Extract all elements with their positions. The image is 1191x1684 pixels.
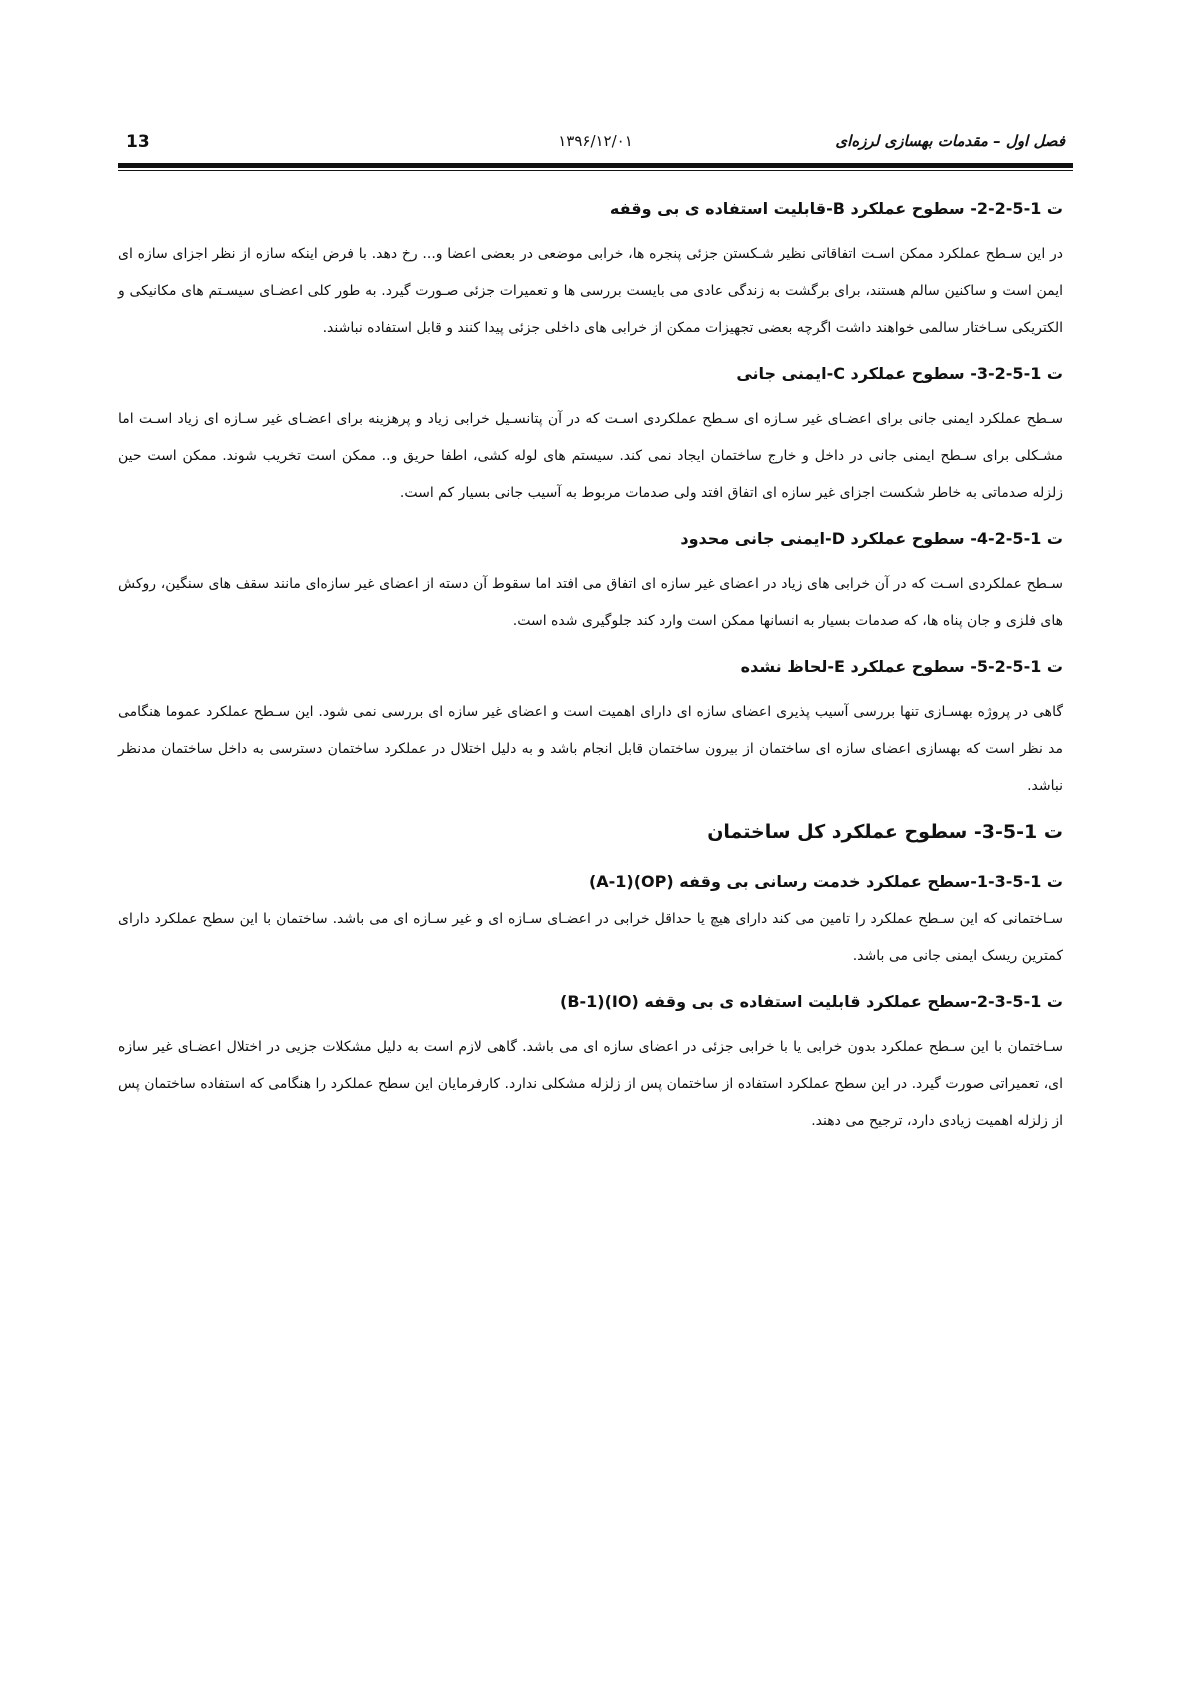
- section-paragraph: سـطح عملکرد ایمنی جانی برای اعضـای غیر سـازه ای سـطح عملکردی اسـت که در آن پتانسـیل خرابی زیاد و پرهزینه برای اعضـای غیر سـازه ای زیاد اسـت اما مشـکلی برای سـطح ایمنی جانی در داخل و خارج ساختمان ایجاد نمی کند. سیستم های لوله کشی، اطفا حریق و.. ممکن است تخریب شوند. ممکن است حین زلزله صدماتی به خاطر شکست اجزای غیر سازه ای اتفاق افتد ولی صدمات مربوط به آسیب جانی بسیار کم است.: [118, 411, 1063, 501]
- page-header: [118, 128, 1073, 162]
- section-heading: ت 1-5-2-2- سطوح عملکرد B-قابلیت استفاده ی بی وقفه: [609, 199, 1063, 218]
- section-level-op: [118, 867, 1063, 975]
- section-paragraph: در این سـطح عملکرد ممکن اسـت اتفاقاتی نظیر شـکستن جزئی پنجره ها، خرابی موضعی در بعضی اعضا و... رخ دهد. با فرض اینکه سازه از نظر اجزای سازه ای ایمن است و ساکنین سالم هستند، برای برگشت به زندگی عادی می بایست بررسی ها و تعمیرات جزئی صـورت گیرد. به طور کلی اعضـای سیسـتم های مکانیکی و الکتریکی سـاختار سالمی خواهند داشت اگرچه بعضی تجهیزات ممکن از خرابی های داخلی جزئی پیدا کنند و قابل استفاده نباشند.: [118, 246, 1063, 336]
- header-date: ۱۳۹۶/۱۲/۰۱: [558, 132, 633, 150]
- section-heading: ت 1-5-2-4- سطوح عملکرد D-ایمنی جانی محدود: [680, 529, 1063, 548]
- major-section-heading: ت 1-5-3- سطوح عملکرد کل ساختمان: [707, 821, 1063, 843]
- section-heading: ت 1-5-3-1-سطح عملکرد خدمت رسانی بی وقفه (OP)(A-1): [588, 872, 1063, 891]
- section-paragraph: گاهی در پروژه بهسـازی تنها بررسی آسیب پذیری اعضای سازه ای دارای اهمیت است و اعضای غیر سازه ای بررسی نمی شود. این سـطح عملکرد عموما هنگامی مد نظر است که بهسازی اعضای سازه ای ساختمان از بیرون ساختمان قابل انجام باشد و به دلیل اختلال در عملکرد ساختمان دسترسی به داخل ساختمان مدنظر نباشد.: [118, 704, 1063, 794]
- section-heading: ت 1-5-2-3- سطوح عملکرد C-ایمنی جانی: [736, 364, 1063, 383]
- page-number: 13: [126, 132, 150, 152]
- page-content: [118, 186, 1063, 1152]
- section-paragraph: سـاختمان با این سـطح عملکرد بدون خرابی یا با خرابی جزئی در اعضای سازه ای می باشد. گاهی لازم است به دلیل مشکلات جزیی در اختلال اعضـای غیر سازه ای، تعمیراتی صورت گیرد. در این سطح عملکرد استفاده از ساختمان پس از زلزله مشکلی ندارد. کارفرمایان این سطح عملکرد را هنگامی که استفاده ساختمان پس از زلزله اهمیت زیادی دارد، ترجیح می دهند.: [118, 1039, 1063, 1129]
- section-level-c: [118, 359, 1063, 512]
- section-level-b: [118, 194, 1063, 347]
- section-heading: ت 1-5-3-2-سطح عملکرد قابلیت استفاده ی بی وقفه (IO)(B-1): [560, 992, 1063, 1011]
- header-rule-thin: [118, 170, 1073, 171]
- section-paragraph: سـاختمانی که این سـطح عملکرد را تامین می کند دارای هیچ یا حداقل خرابی در اعضـای سـازه ای و غیر سـازه ای می باشد. ساختمان با این سطح عملکرد دارای کمترین ریسک ایمنی جانی می باشد.: [118, 911, 1063, 964]
- chapter-title: فصل اول – مقدمات بهسازی لرزه‌ای: [835, 132, 1065, 150]
- section-level-d: [118, 524, 1063, 640]
- section-level-io: [118, 987, 1063, 1140]
- header-rule-thick: [118, 163, 1073, 168]
- section-heading: ت 1-5-2-5- سطوح عملکرد E-لحاظ نشده: [740, 657, 1063, 676]
- section-paragraph: سـطح عملکردی اسـت که در آن خرابی های زیاد در اعضای غیر سازه ای اتفاق می افتد اما سقوط آن دسته از اعضای غیر سازه‌ای مانند سقف های سنگین، روکش های فلزی و جان پناه ها، که صدمات بسیار به انسانها ممکن است وارد کند جلوگیری شده است.: [118, 576, 1063, 629]
- section-level-e: [118, 652, 1063, 805]
- section-building-levels: [118, 817, 1063, 847]
